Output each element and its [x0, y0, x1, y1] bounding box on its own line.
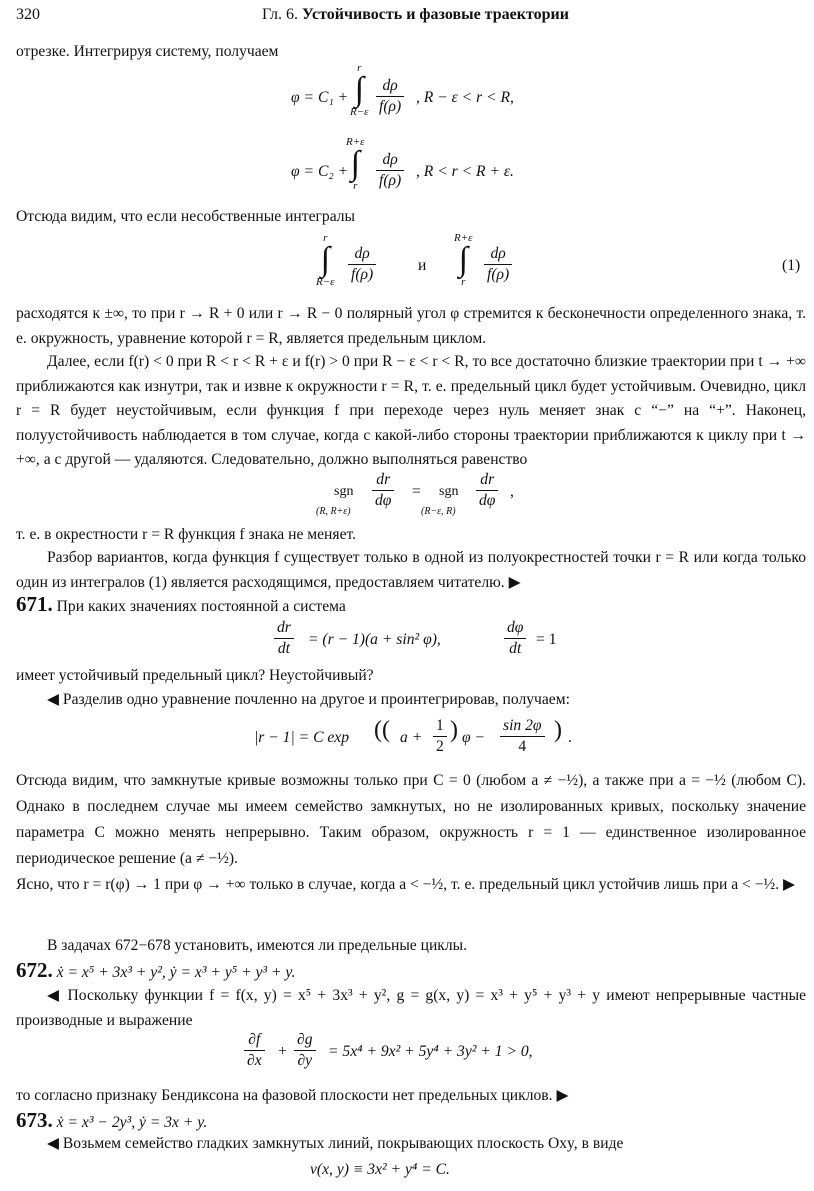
- integral-sign: R+ε ∫ r: [346, 136, 365, 192]
- paragraph-9a: Отсюда видим, что замкнутые кривые возможны только при C = 0 (любом a ≠ −½), а также при a = −½ (любом C). Однако в последнем случае мы имеем семейство замкнутых, но не изолированных кривых, поскольку значение параметра C можно менять непрерывно. Таким образом, окружность r = 1 — единственное изолированное периодическое решение (a ≠ −½).: [16, 772, 806, 867]
- paragraph-4: Далее, если f(r) < 0 при R < r < R + ε и f(r) > 0 при R − ε < r < R, то все достаточно близкие траектории при t → +∞ приближаются как изнутри, так и извне к окружности r = R, т. е. предельный цикл будет устойчивым. Очевидно, цикл r = R будет неустойчивым, если функция f при переходе через нуль меняет знак с “−” на “+”. Наконец, полуустойчивость наблюдается в том случае, когда с какой-либо стороны траектории приближаются к циклу при t → +∞, а с другой — удаляются. Следовательно, должно выполняться равенство: [16, 353, 806, 469]
- paragraph-10: В задачах 672−678 установить, имеются ли предельные циклы.: [47, 937, 468, 954]
- paragraph-11: ◀ Поскольку функции f = f(x, y) = x⁵ + 3x³ + y², g = g(x, y) = x³ + y⁵ + y³ + y имеют непрерывные частные производные и выражение: [16, 987, 806, 1029]
- equation-solution-671: |r − 1| = C exp (( a + $\frac{1}{2}$ ) φ − $\frac{\sin 2\varphi}{4}$ ) .: [254, 717, 572, 755]
- fraction: $\frac{\sin 2\varphi}{4}$: [500, 716, 545, 757]
- fraction: $\frac{dr}{d\varphi}$: [372, 470, 394, 511]
- page-number: 320: [16, 6, 40, 23]
- chapter-name: Устойчивость и фазовые траектории: [302, 6, 569, 23]
- equation-bendixson: $\frac{\partial f}{\partial x}$ + $\frac{\partial g}{\partial y}$ = 5x⁴ + 9x² + 5y⁴ + 3y² + 1 > 0,: [16, 1030, 806, 1082]
- paragraph-3: расходятся к ±∞, то при r → R + 0 или r → R − 0 полярный угол φ стремится к бесконечности определенного знака, т. е. окружность, уравнение которой r = R, является предельным циклом.: [16, 305, 806, 347]
- problem-number: 673.: [16, 1108, 53, 1132]
- fraction: $\frac{\partial g}{\partial y}$: [294, 1030, 316, 1071]
- fraction: $\frac{dr}{dt}$: [274, 618, 294, 659]
- problem-number: 671.: [16, 592, 53, 616]
- problem-671: 671. При каких значениях постоянной a система: [16, 592, 346, 616]
- fraction: $\frac{d\rho}{f(\rho)}$: [376, 150, 404, 191]
- fraction: $\frac{d\rho}{f(\rho)}$: [376, 76, 404, 117]
- paragraph-2: Отсюда видим, что если несобственные интегралы: [16, 208, 356, 225]
- equation-phi-c2: φ = C₂ + R+ε ∫ r $\frac{d\rho}{f(\rho)}$ , R < r < R + ε.: [291, 136, 514, 192]
- fraction: $\frac{d\rho}{f(\rho)}$: [484, 244, 512, 285]
- equation-sgn: sgn (R, R+ε) $\frac{dr}{d\varphi}$ = sgn (R−ε, R) $\frac{dr}{d\varphi}$ ,: [316, 471, 514, 517]
- problem-672: 672. ẋ = x⁵ + 3x³ + y², ẏ = x³ + y⁵ + y³ + y.: [16, 958, 296, 982]
- fraction: $\frac{\partial f}{\partial x}$: [244, 1030, 265, 1071]
- equation-number: (1): [782, 257, 801, 274]
- paragraph-6: Разбор вариантов, когда функция f существует только в одной из полуокрестностей точки r = R или когда только один из интегралов (1) является расходящимся, предоставляем читателю. ▶: [16, 549, 806, 591]
- paragraph-9b: Ясно, что r = r(φ) → 1 при φ → +∞ только в случае, когда a < −½, т. е. предельный цикл устойчив лишь при a < −½. ▶: [16, 876, 796, 893]
- fraction: $\frac{d\rho}{f(\rho)}$: [348, 244, 376, 285]
- problem-number: 672.: [16, 958, 53, 982]
- fraction: $\frac{d\varphi}{dt}$: [504, 618, 526, 659]
- paragraph-1: отрезке. Интегрируя систему, получаем: [16, 43, 279, 60]
- equation-improper-integrals: r ∫ R−ε $\frac{d\rho}{f(\rho)}$ и R+ε ∫ r $\frac{d\rho}{f(\rho)}$ (1): [316, 232, 801, 288]
- paragraph-5: т. е. в окрестности r = R функция f знака не меняет.: [16, 526, 357, 543]
- integral-sign: r ∫ R−ε: [350, 62, 369, 118]
- integral-sign: r ∫ R−ε: [316, 232, 335, 288]
- fraction: $\frac{dr}{d\varphi}$: [476, 470, 498, 511]
- paragraph-7: имеет устойчивый предельный цикл? Неустойчивый?: [16, 667, 374, 684]
- problem-673: 673. ẋ = x³ − 2y³, ẏ = 3x + y.: [16, 1108, 208, 1132]
- equation-family: v(x, y) ≡ 3x² + y⁴ = C.: [310, 1161, 450, 1178]
- paragraph-13: ◀ Возьмем семейство гладких замкнутых линий, покрывающих плоскость Oxy, в виде: [47, 1135, 624, 1152]
- equation-phi-c1: φ = C₁ + r ∫ R−ε $\frac{d\rho}{f(\rho)}$ , R − ε < r < R,: [291, 62, 514, 118]
- chapter-title: Гл. 6. Устойчивость и фазовые траектории: [262, 6, 569, 23]
- equation-system-671: $\frac{dr}{dt}$ = (r − 1)(a + sin² φ), $\frac{d\varphi}{dt}$ = 1: [16, 618, 806, 666]
- paragraph-12: то согласно признаку Бендиксона на фазовой плоскости нет предельных циклов. ▶: [16, 1087, 569, 1104]
- running-header: [16, 3, 806, 25]
- integral-sign: R+ε ∫ r: [454, 232, 473, 288]
- paragraph-8: ◀ Разделив одно уравнение почленно на другое и проинтегрировав, получаем:: [47, 691, 570, 708]
- fraction: $\frac{1}{2}$: [433, 716, 447, 757]
